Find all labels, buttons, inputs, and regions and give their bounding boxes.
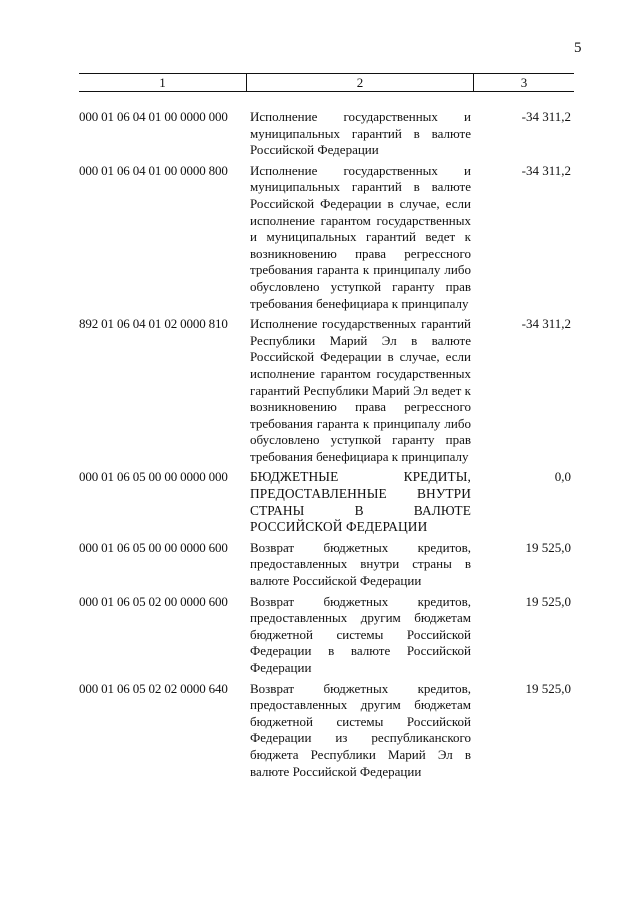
header-col-2: 2 [247, 74, 474, 91]
page-number: 5 [574, 40, 582, 56]
row-code: 000 01 06 05 02 00 0000 600 [79, 593, 228, 609]
row-code: 000 01 06 04 01 00 0000 000 [79, 109, 228, 124]
row-amount: -34 311,2 [521, 316, 571, 332]
table-row [79, 109, 574, 159]
header-col-3: 3 [520, 75, 528, 90]
row-code: 000 01 06 05 00 00 0000 000 [79, 469, 228, 485]
header-col-1: 1 [79, 74, 247, 91]
row-amount: 19 525,0 [525, 593, 571, 609]
table-header [79, 73, 574, 92]
row-name: БЮДЖЕТНЫЕ КРЕДИТЫ, ПРЕДОСТАВЛЕННЫЕ ВНУТРИ СТРАНЫ В ВАЛЮТЕ РОССИЙСКОЙ ФЕДЕРАЦИИ [250, 469, 471, 535]
row-amount: 19 525,0 [525, 539, 571, 555]
row-name: Исполнение государственных гарантий Республики Марий Эл в валюте Российской Федерации в случае, если исполнение гарантом государственных гарантий Республики Марий Эл ведет к возникновению права регрессного требования гаранта к принципалу либо обусловлено уступкой гаранту прав требования бенефициара к принципалу [250, 316, 471, 464]
table-row [79, 681, 574, 781]
row-name: Возврат бюджетных кредитов, предоставленных внутри страны в валюте Российской Федерации [250, 539, 471, 589]
row-code: 892 01 06 04 01 02 0000 810 [79, 316, 228, 332]
row-name: Исполнение государственных и муниципальных гарантий в валюте Российской Федерации в случае, если исполнение гарантом государственных и муниципальных гарантий ведет к возникновению права регрессного требования гаранта к принципалу либо обусловлено уступкой гаранту прав требования бенефициара к принципалу [250, 162, 471, 311]
table-body [79, 109, 574, 784]
row-code: 000 01 06 05 02 02 0000 640 [79, 680, 228, 696]
row-amount: 19 525,0 [525, 680, 571, 696]
row-amount: 0,0 [554, 469, 571, 485]
row-name: Исполнение государственных и муниципальных гарантий в валюте Российской Федерации [250, 109, 471, 158]
table-row [79, 594, 574, 677]
row-amount: -34 311,2 [521, 109, 571, 124]
row-name: Возврат бюджетных кредитов, предоставленных другим бюджетам бюджетной системы Российской Федерации в валюте Российской Федерации [250, 593, 471, 675]
row-name: Возврат бюджетных кредитов, предоставленных другим бюджетам бюджетной системы Российской Федерации из республиканского бюджета Республики Марий Эл в валюте Российской Федерации [250, 680, 471, 779]
row-code: 000 01 06 04 01 00 0000 800 [79, 162, 228, 178]
table-row [79, 163, 574, 312]
table-row [79, 469, 574, 535]
row-code: 000 01 06 05 00 00 0000 600 [79, 539, 228, 555]
row-amount: -34 311,2 [521, 162, 571, 178]
table-row [79, 540, 574, 590]
table-row [79, 316, 574, 465]
